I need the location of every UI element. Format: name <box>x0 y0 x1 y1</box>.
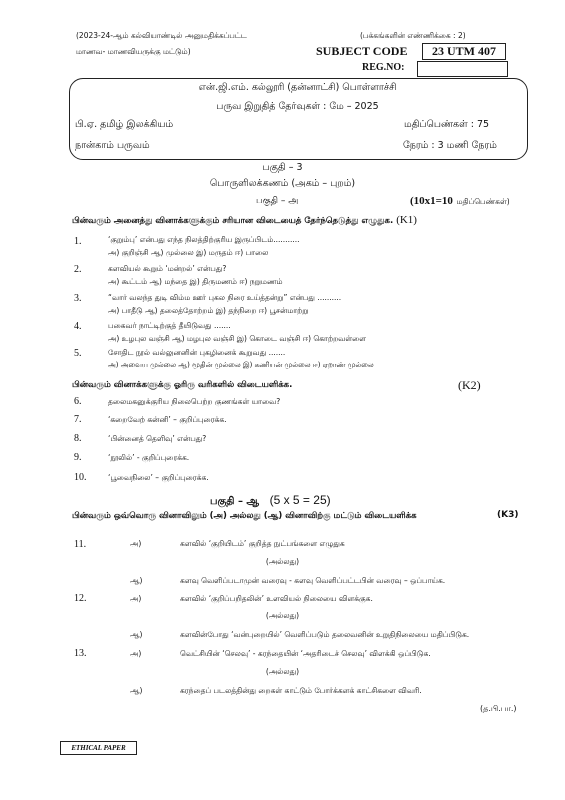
exam-time: நேரம் : 3 மணி நேரம் <box>403 140 497 151</box>
question-text-b: களவு வெளிப்படாமுன் வரைவு - களவு வெளிப்பட்டபின் வரைவு – ஒப்பாய்க. <box>180 576 446 585</box>
section-a-label: பகுதி – அ <box>256 196 299 206</box>
mcq-options: அ) குறிஞ்சி ஆ) முல்லை இ) மருதம் ஈ) பாலை <box>108 248 269 257</box>
option-label-a: அ) <box>130 649 142 658</box>
college-name: என்.ஜி.எம். கல்லூரி (தன்னாட்சி) பொள்ளாச்சி <box>198 82 397 93</box>
max-marks: மதிப்பெண்கள் : 75 <box>404 119 490 130</box>
question-number: 7. <box>74 414 82 425</box>
mcq-item <box>74 264 82 275</box>
section-a-marks-suffix: மதிப்பெண்கள்) <box>456 197 510 206</box>
stamp-text: ETHICAL PAPER <box>71 744 126 752</box>
students-line: மாணவ- மாணவியருக்கு மட்டும்) <box>76 47 191 56</box>
semester: நான்காம் பருவம் <box>75 140 150 151</box>
section-b-header <box>210 493 331 508</box>
regno-box <box>417 61 508 77</box>
or-divider: (அல்லது) <box>265 611 300 620</box>
part-title: பகுதி – 3 <box>262 162 303 173</box>
short-question: ‘பின்னைத் தெளிவு’ என்பது? <box>108 434 207 443</box>
mcq-question: ‘குறும்பு’ என்பது எந்த நிலத்திற்குரிய இருப்பிடம்........... <box>108 235 300 244</box>
subject-code-box <box>422 43 506 60</box>
course-name: பி.ஏ. தமிழ் இலக்கியம் <box>75 119 174 130</box>
regno-label: REG.NO: <box>362 62 405 73</box>
question-text-b: களவின்போது ‘வன்புறையில்’ வெளிப்படும் தலைவனின் உறுதிநிலையை மதிப்பிடுக. <box>180 630 470 639</box>
question-number: 13. <box>74 648 87 659</box>
section-b-label: பகுதி – ஆ <box>210 496 260 507</box>
section-a-marks: (10x1=10 <box>410 195 453 207</box>
mcq-question: சோதிட நூல் வல்லுனனின் புகழினைக் கூறுவது ....... <box>108 348 286 357</box>
short-question: ‘கறைவேற் கன்னி’ – குறிப்புரைக்க. <box>108 415 227 424</box>
mcq-item <box>74 348 82 359</box>
year-line: (2023-24-ஆம் கல்வியாண்டில் அனுமதிக்கப்பட்ட <box>76 31 247 40</box>
or-divider: (அல்லது) <box>265 557 300 566</box>
question-text-a: களவில் ‘குறிப்பறிதலின்’ உளவியல் நிலையை விளக்குக. <box>180 594 373 603</box>
question-text-a: களவில் ‘குறியிடம்’ குறித்த நுட்பங்களை எழுதுக <box>180 539 345 548</box>
question-number: 3. <box>74 293 82 304</box>
paper-title: பொருளிலக்கணம் (அகம் – புறம்) <box>209 178 356 189</box>
option-label-b: ஆ) <box>130 630 143 639</box>
question-text-a: வெட்சியின் ‘செலவு’ - கரந்தையின் ‘அதரிடைச் செலவு’ விளக்கி ஒப்பிடுக. <box>180 649 431 658</box>
question-number: 9. <box>74 452 82 463</box>
short-question: ‘பூவைநிலை’ – குறிப்புரைக்க. <box>108 473 209 482</box>
mcq-options: அ) பாதீடு ஆ) தலைத்தோற்றம் இ) தந்நிறை ஈ) பூசன்மாற்று <box>108 306 309 315</box>
mcq-question: களவியல் கூறும் ‘மன்றல்’ என்பது? <box>108 264 227 273</box>
short-k-level: (K2) <box>458 378 481 392</box>
mcq-options: அ) அவைய முல்லை ஆ) மூதின் முல்லை இ) கணியன் முல்லை ஈ) ஏறாண் முல்லை <box>108 361 374 369</box>
mcq-item <box>74 293 82 304</box>
subject-code-label: SUBJECT CODE <box>316 44 408 58</box>
short-instruction: பின்வரும் வினாக்களுக்கு ஓரிரு வரிகளில் விடையளிக்க. <box>72 380 293 390</box>
option-label-a: அ) <box>130 539 142 548</box>
mcq-options: அ) கூட்டம் ஆ) மந்தை இ) திருமணம் ஈ) நறுமணம் <box>108 277 283 286</box>
short-question: ‘நூலில்’ - குறிப்புரைக்க. <box>108 453 190 462</box>
question-number: 8. <box>74 433 82 444</box>
section-b-instruction: பின்வரும் ஒவ்வொரு வினாவிலும் (அ) அல்லது (ஆ) வினாவிற்கு மட்டும் விடையளிக்க <box>72 511 417 521</box>
question-number: 4. <box>74 321 82 332</box>
question-number: 1. <box>74 236 82 247</box>
mcq-item <box>74 236 82 247</box>
option-label-b: ஆ) <box>130 576 143 585</box>
section-a-k-level: (K1) <box>396 214 417 226</box>
section-b-marks: (5 x 5 = 25) <box>269 493 331 507</box>
section-a-instruction <box>72 214 417 227</box>
section-b-k-level: (K3) <box>497 510 519 520</box>
section-a-instruction-text: பின்வரும் அனைத்து வினாக்களுக்கும் சரியான விடையைத் தேர்ந்தெடுத்து எழுதுக. <box>72 216 394 226</box>
pages-note: (பக்கங்களின் எண்ணிக்கை : 2) <box>360 31 466 40</box>
option-label-a: அ) <box>130 594 142 603</box>
exam-title: பருவ இறுதித் தேர்வுகள் : மே – 2025 <box>216 101 379 112</box>
mcq-item <box>74 321 82 332</box>
mcq-question: பகைவர் நாட்டிற்குத் தீயிடுவது ....... <box>108 321 231 330</box>
question-number: 11. <box>74 539 87 550</box>
short-question: தலைமகனுக்குரிய நிலைபெற்ற குணங்கள் யாவை? <box>108 397 281 406</box>
or-divider: (அல்லது) <box>265 667 300 676</box>
mcq-question: “வார் வலந்த துடி விம்ம ஊர் புகல நிரை உய்த்தன்று” என்பது .......... <box>108 293 342 302</box>
ethical-paper-stamp <box>60 741 137 755</box>
question-number: 2. <box>74 264 82 275</box>
mcq-options: அ) உழபுல வஞ்சி ஆ) மழபுல வஞ்சி இ) கொடை வஞ்சி ஈ) கொற்றவள்ளை <box>108 334 366 343</box>
question-number: 10. <box>74 472 87 483</box>
option-label-b: ஆ) <box>130 686 143 695</box>
question-number: 12. <box>74 593 87 604</box>
question-number: 5. <box>74 348 82 359</box>
subject-code: 23 UTM 407 <box>432 44 496 58</box>
continued-note: (த.பி.பா.) <box>480 704 517 713</box>
question-number: 6. <box>74 396 82 407</box>
question-text-b: கரந்தைப் படலத்தின்து றைகள் காட்டும் போர்க்களக் காட்சிகளை விவரி. <box>180 686 422 695</box>
